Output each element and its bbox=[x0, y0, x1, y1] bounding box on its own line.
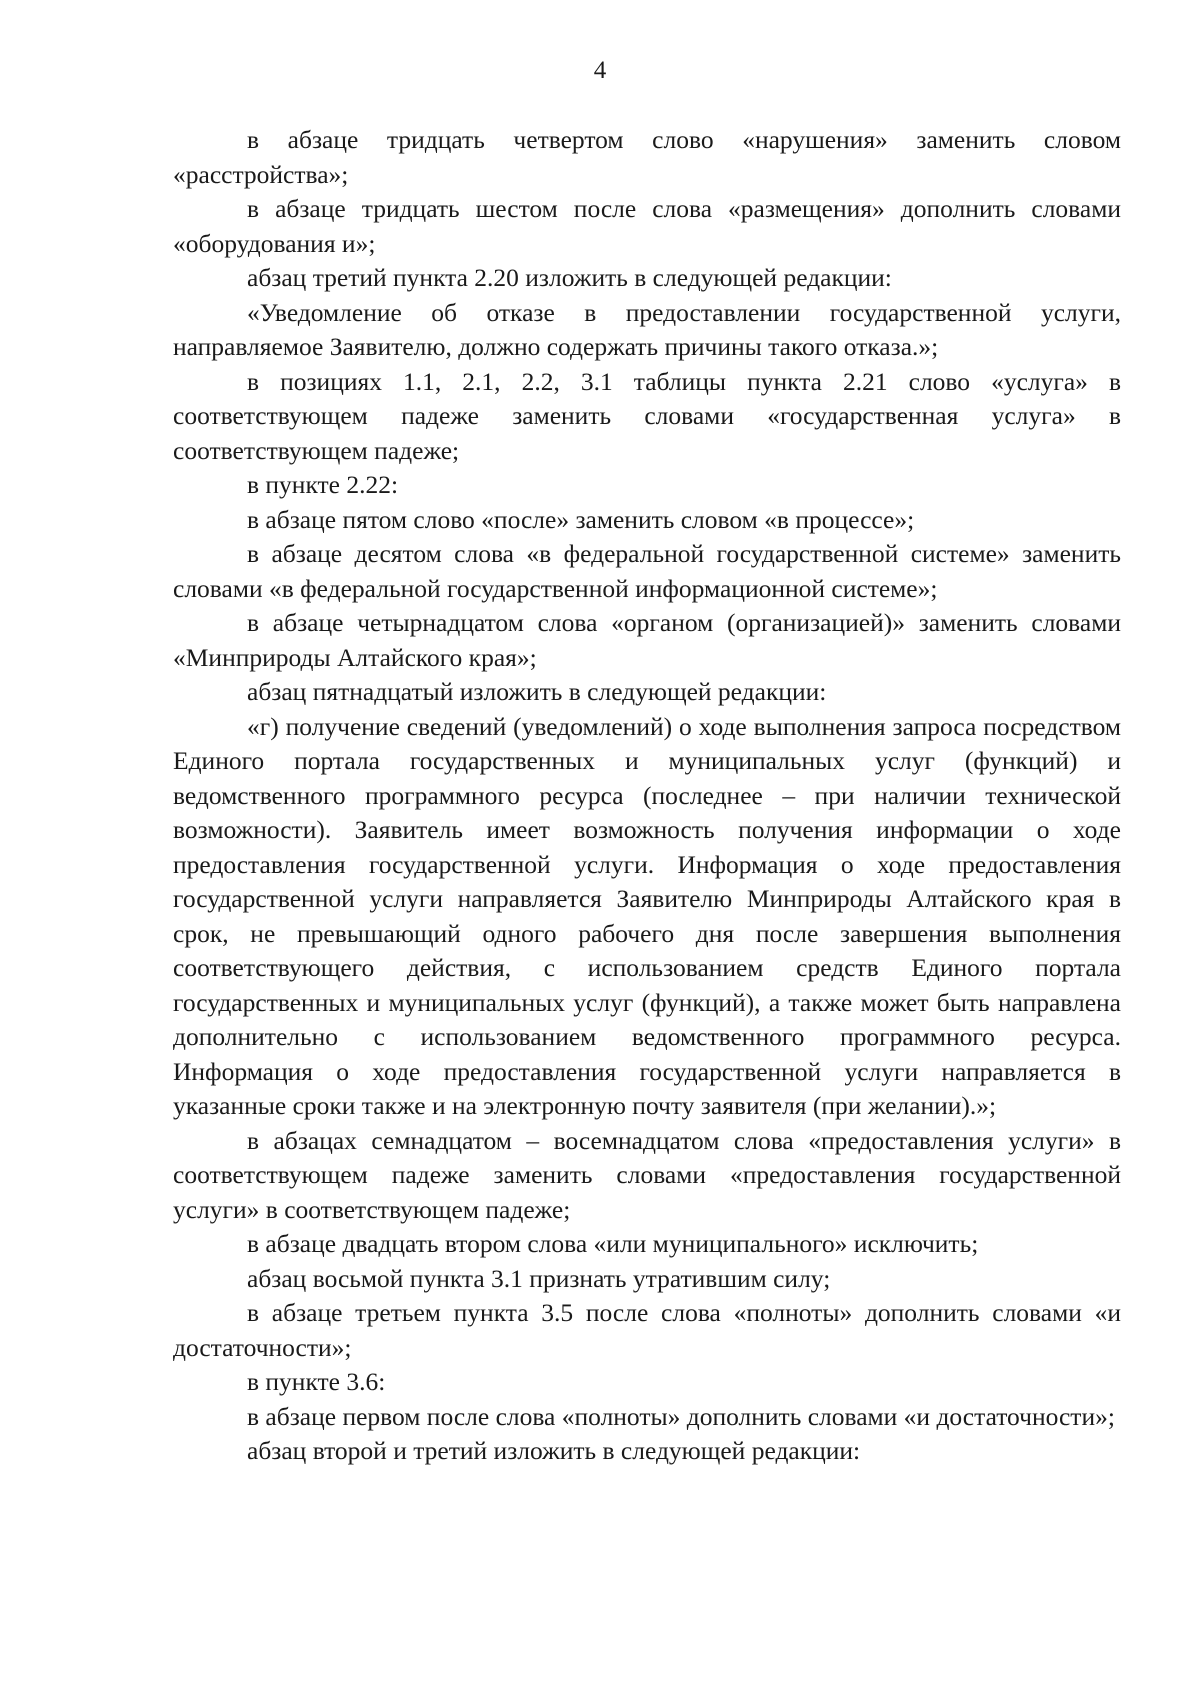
paragraph-7: в абзаце пятом слово «после» заменить словом «в процессе»; bbox=[247, 504, 915, 534]
paragraph-4: «Уведомление об отказе в предоставлении государственной услуги, направляемое Заявителю, должно содержать причины такого отказа.»; bbox=[173, 297, 1121, 361]
document-body bbox=[173, 123, 1121, 1469]
paragraph-11: «г) получение сведений (уведомлений) о ходе выполнения запроса посредством Единого портала государственных и муниципальных услуг (функций) и ведомственного программного ресурса (последнее – при наличии технической возможности). Заявитель имеет возможность получения информации о ходе предоставления государственной услуги. Информация о ходе предоставления государственной услуги направляется Заявителю Минприроды Алтайского края в срок, не превышающий одного рабочего дня после завершения выполнения соответствующего действия, с использованием средств Единого портала государственных и муниципальных услуг (функций), а также может быть направлена дополнительно с использованием ведомственного программного ресурса. Информация о ходе предоставления государственной услуги направляется в указанные сроки также и на электронную почту заявителя (при желании).»; bbox=[173, 711, 1121, 1120]
paragraph-15: в абзаце третьем пункта 3.5 после слова «полноты» дополнить словами «и достаточности»; bbox=[173, 1298, 1121, 1362]
paragraph-3: абзац третий пункта 2.20 изложить в следующей редакции: bbox=[247, 263, 892, 292]
paragraph-8: в абзаце десятом слова «в федеральной государственной системе» заменить словами «в федеральной государственной информационной системе»; bbox=[173, 539, 1121, 603]
paragraph-14: абзац восьмой пункта 3.1 признать утратившим силу; bbox=[247, 1263, 831, 1293]
paragraph-5: в позициях 1.1, 2.1, 2.2, 3.1 таблицы пункта 2.21 слово «услуга» в соответствующем падеже заменить словами «государственная услуга» в соответствующем падеже; bbox=[173, 366, 1121, 465]
paragraph-13: в абзаце двадцать втором слова «или муниципального» исключить; bbox=[247, 1229, 979, 1258]
paragraph-18: абзац второй и третий изложить в следующей редакции: bbox=[247, 1436, 861, 1465]
paragraph-12: в абзацах семнадцатом – восемнадцатом слова «предоставления услуги» в соответствующем падеже заменить словами «предоставления государственной услуги» в соответствующем падеже; bbox=[173, 1125, 1121, 1224]
page-number: 4 bbox=[593, 57, 607, 84]
paragraph-17: в абзаце первом после слова «полноты» дополнить словами «и достаточности»; bbox=[247, 1401, 1115, 1431]
paragraph-9: в абзаце четырнадцатом слова «органом (организацией)» заменить словами «Минприроды Алтайского края»; bbox=[173, 608, 1121, 672]
paragraph-1: в абзаце тридцать четвертом слово «нарушения» заменить словом «расстройства»; bbox=[173, 125, 1121, 189]
paragraph-2: в абзаце тридцать шестом после слова «размещения» дополнить словами «оборудования и»; bbox=[173, 194, 1121, 258]
paragraph-10: абзац пятнадцатый изложить в следующей редакции: bbox=[247, 677, 827, 706]
paragraph-6: в пункте 2.22: bbox=[247, 470, 399, 499]
paragraph-16: в пункте 3.6: bbox=[247, 1367, 386, 1396]
